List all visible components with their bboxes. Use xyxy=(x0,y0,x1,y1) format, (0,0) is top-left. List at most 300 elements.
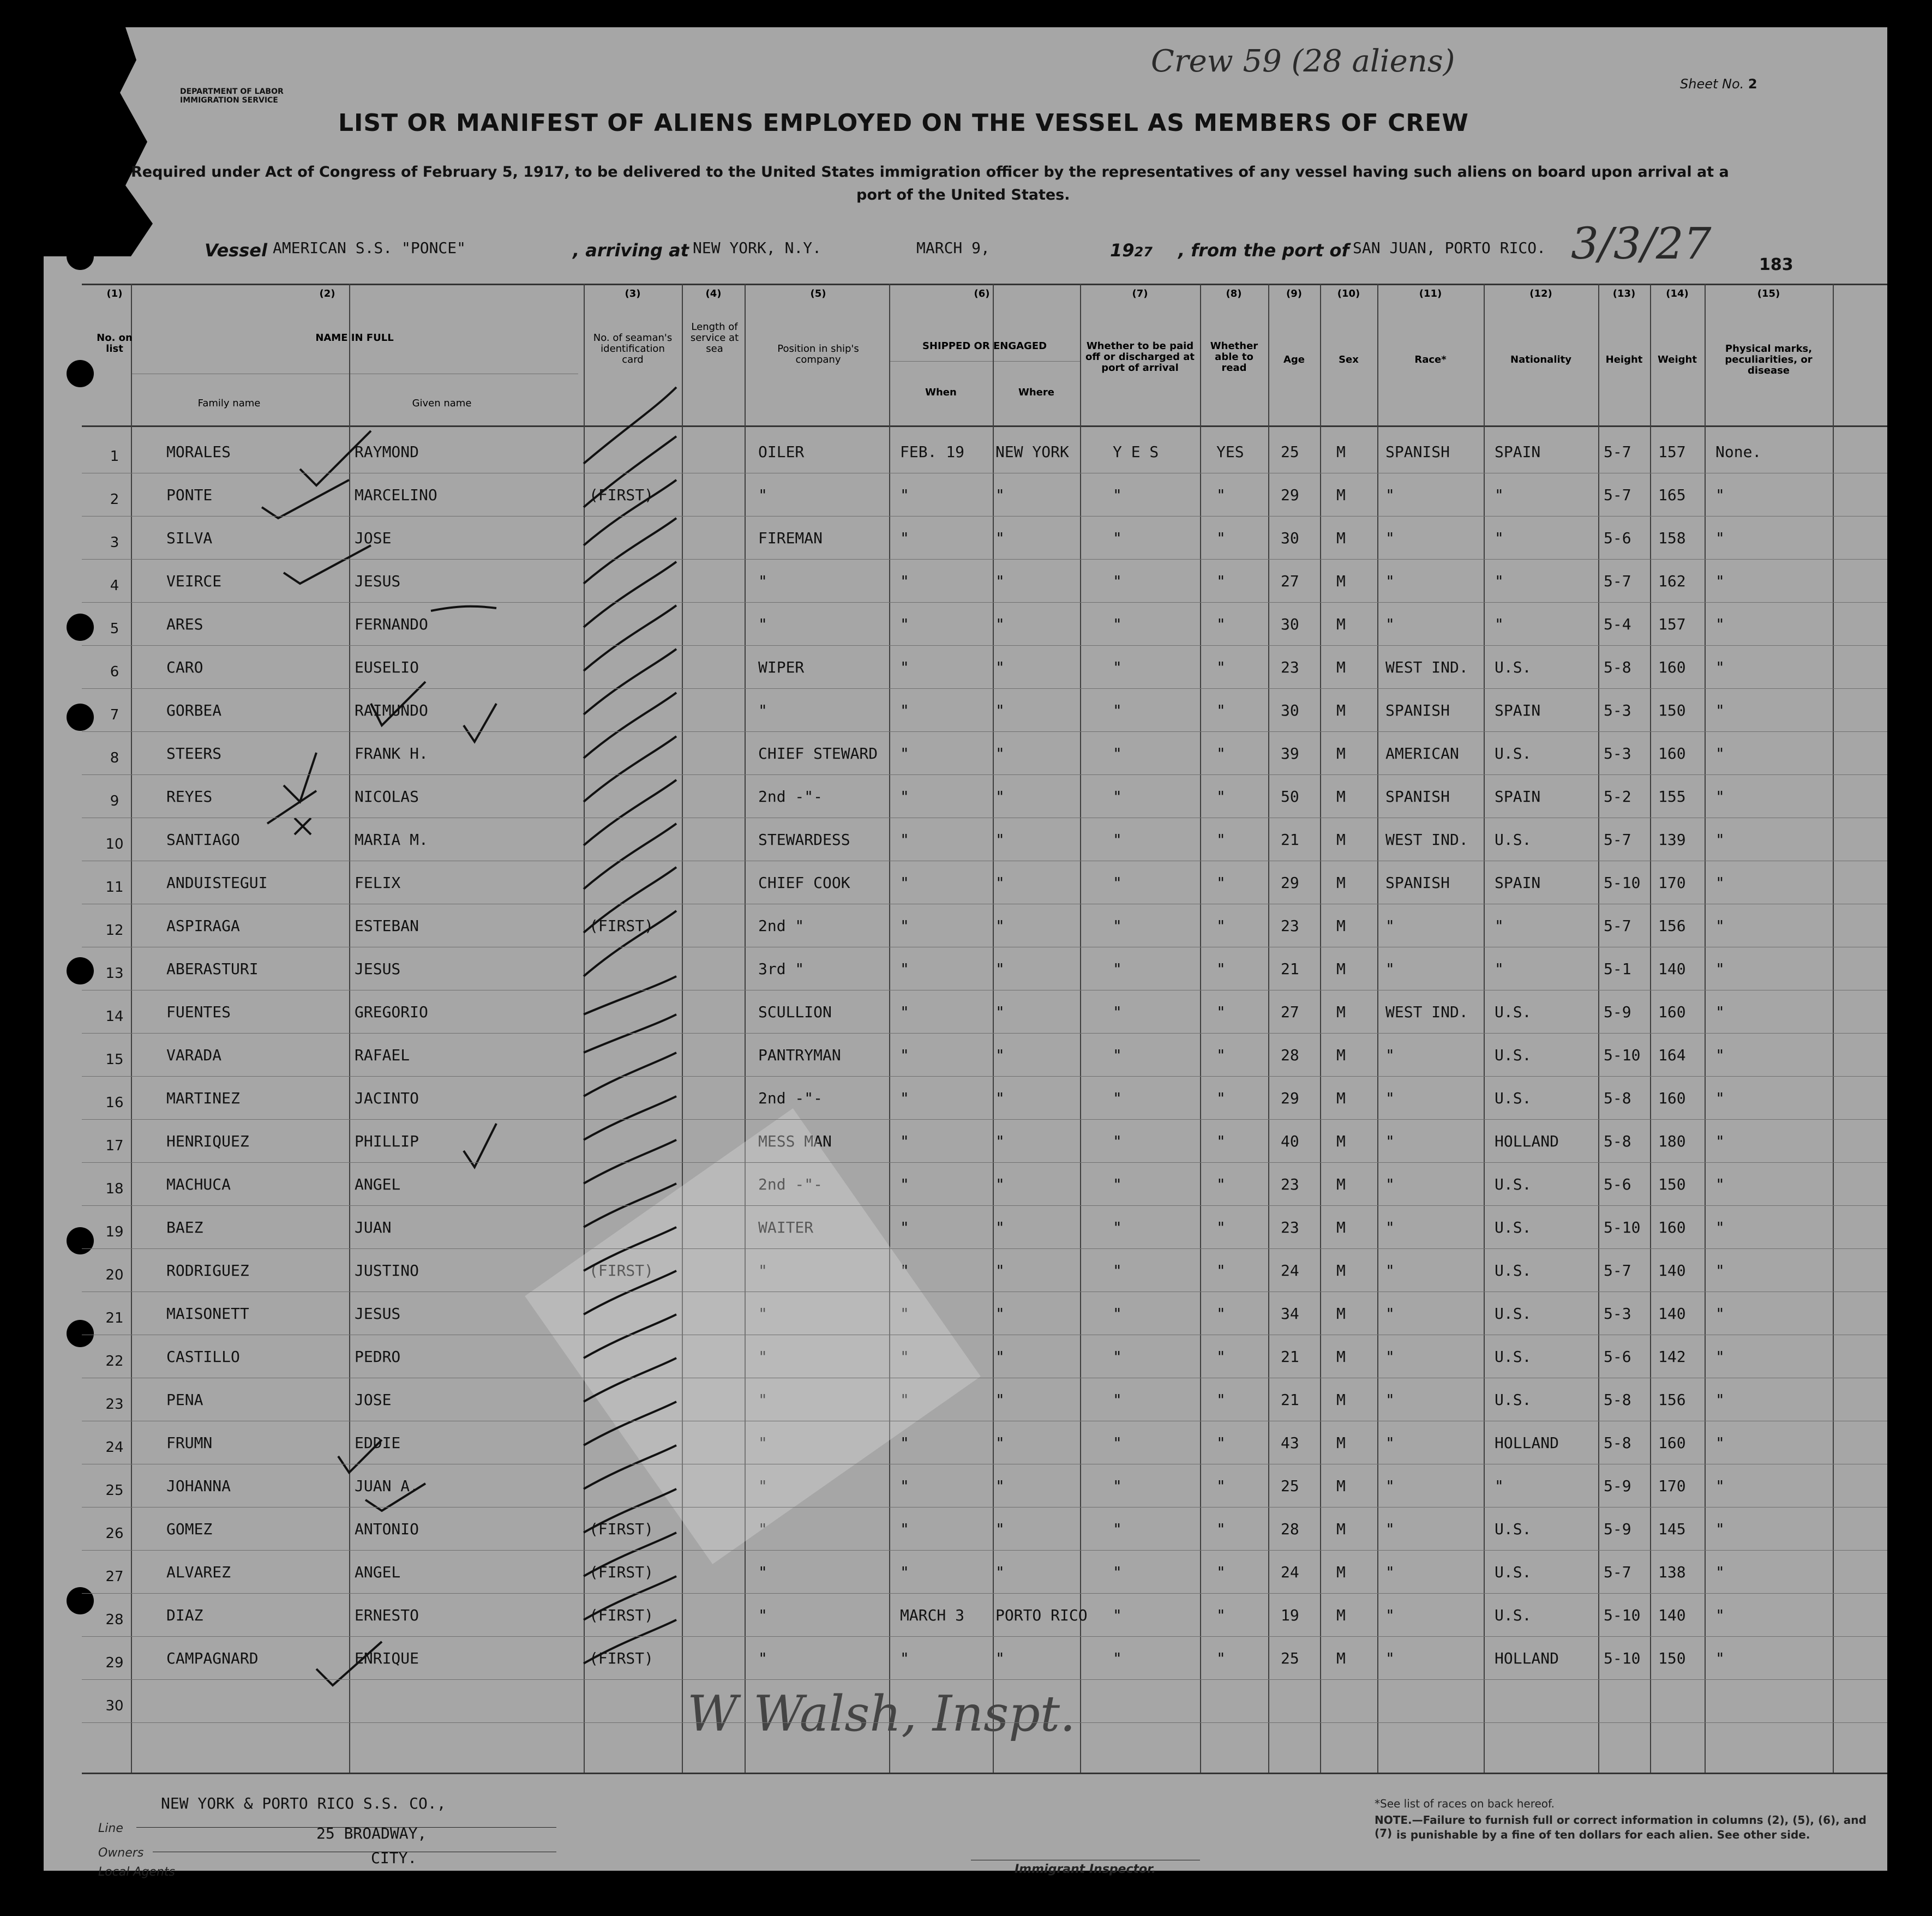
cell-shipped-when: " xyxy=(900,701,909,719)
cell-given-name: ERNESTO xyxy=(355,1606,419,1624)
cell-nationality: U.S. xyxy=(1495,1305,1532,1323)
cell-family-name: FRUMN xyxy=(166,1434,213,1452)
cell-family-name: HENRIQUEZ xyxy=(166,1132,249,1150)
col-number: (14) xyxy=(1666,288,1689,299)
cell-height: 5-9 xyxy=(1604,1520,1631,1538)
crew-count-note: Crew 59 (28 aliens) xyxy=(1151,44,1455,79)
cell-height: 5-3 xyxy=(1604,701,1631,719)
cell-able-to-read: " xyxy=(1216,1175,1226,1193)
cell-race: " xyxy=(1385,1606,1395,1624)
cell-race: " xyxy=(1385,1348,1395,1366)
cell-race: WEST IND. xyxy=(1385,658,1468,676)
cell-paid-off: " xyxy=(1113,486,1122,504)
cell-paid-off: " xyxy=(1113,1305,1122,1323)
col-number: (5) xyxy=(810,288,826,299)
row-number: 3 xyxy=(110,534,119,551)
cell-sex: M xyxy=(1336,529,1346,547)
cell-given-name: RAYMOND xyxy=(355,443,419,461)
cell-weight: 140 xyxy=(1658,1606,1686,1624)
cell-race: " xyxy=(1385,529,1395,547)
cell-given-name: JOSE xyxy=(355,1391,392,1409)
cell-sex: M xyxy=(1336,1218,1346,1236)
cell-card-number: (FIRST) xyxy=(589,1606,654,1624)
col-header-position: Position in ship's company xyxy=(777,343,859,365)
cell-sex: M xyxy=(1336,1563,1346,1581)
sheet-label: Sheet No. xyxy=(1680,76,1744,92)
cell-shipped-where: PORTO RICO xyxy=(995,1606,1088,1624)
arrival-date: MARCH 9, xyxy=(916,239,990,257)
cell-nationality: HOLLAND xyxy=(1495,1132,1559,1150)
row-rule xyxy=(82,1550,1887,1551)
cell-paid-off: Y E S xyxy=(1113,443,1159,461)
cell-able-to-read: " xyxy=(1216,1305,1226,1323)
cell-weight: 180 xyxy=(1658,1132,1686,1150)
cell-able-to-read: " xyxy=(1216,658,1226,676)
cell-shipped-when: " xyxy=(900,1262,909,1280)
row-number: 28 xyxy=(105,1612,124,1628)
cell-family-name: PONTE xyxy=(166,486,213,504)
cell-shipped-where: " xyxy=(995,1132,1005,1150)
row-number: 25 xyxy=(105,1482,124,1499)
col-header-family: Family name xyxy=(197,398,261,409)
col-number: (15) xyxy=(1757,288,1780,299)
row-number: 21 xyxy=(105,1310,124,1326)
cell-height: 5-8 xyxy=(1604,658,1631,676)
cell-position: " xyxy=(758,1305,767,1323)
cell-age: 29 xyxy=(1281,1089,1299,1107)
cell-nationality: " xyxy=(1495,486,1504,504)
cell-family-name: STEERS xyxy=(166,744,222,762)
row-rule xyxy=(82,1248,1887,1249)
cell-shipped-when: " xyxy=(900,831,909,849)
cell-weight: 150 xyxy=(1658,701,1686,719)
cell-sex: M xyxy=(1336,1606,1346,1624)
cell-paid-off: " xyxy=(1113,960,1122,978)
col-header-age: Age xyxy=(1283,354,1305,365)
cell-family-name: GORBEA xyxy=(166,701,222,719)
arriving-label: , arriving at xyxy=(573,240,689,261)
cell-able-to-read: " xyxy=(1216,1606,1226,1624)
cell-race: " xyxy=(1385,1305,1395,1323)
row-rule xyxy=(82,1076,1887,1077)
inspector-signature: W Walsh, Inspt. xyxy=(687,1685,1076,1743)
cell-weight: 170 xyxy=(1658,874,1686,892)
subtitle-line-1: Required under Act of Congress of February 5, 1917, to be delivered to the United States immigration officer by the representatives of any vessel having such aliens on board upon arrival at a xyxy=(131,164,1729,181)
cell-able-to-read: " xyxy=(1216,874,1226,892)
cell-able-to-read: " xyxy=(1216,1434,1226,1452)
cell-given-name: RAFAEL xyxy=(355,1046,410,1064)
arriving-port: NEW YORK, N.Y. xyxy=(693,239,822,257)
cell-sex: M xyxy=(1336,1649,1346,1667)
cell-given-name: FERNANDO xyxy=(355,615,428,633)
cell-shipped-where: " xyxy=(995,1434,1005,1452)
inspector-label: Immigrant Inspector. xyxy=(1015,1863,1156,1876)
cell-family-name: MAISONETT xyxy=(166,1305,249,1323)
cell-shipped-where: " xyxy=(995,874,1005,892)
cell-able-to-read: " xyxy=(1216,1391,1226,1409)
cell-race: " xyxy=(1385,486,1395,504)
cell-given-name: JESUS xyxy=(355,960,401,978)
cell-nationality: SPAIN xyxy=(1495,701,1541,719)
cell-height: 5-7 xyxy=(1604,443,1631,461)
cell-shipped-where: " xyxy=(995,744,1005,762)
cell-card-number: (FIRST) xyxy=(589,486,654,504)
cell-age: 50 xyxy=(1281,788,1299,806)
cell-weight: 156 xyxy=(1658,917,1686,935)
cell-family-name: MARTINEZ xyxy=(166,1089,240,1107)
col-number: (2) xyxy=(319,288,335,299)
row-rule xyxy=(82,1636,1887,1637)
cell-paid-off: " xyxy=(1113,572,1122,590)
cell-family-name: SANTIAGO xyxy=(166,831,240,849)
cell-weight: 140 xyxy=(1658,1262,1686,1280)
row-number: 1 xyxy=(110,448,119,465)
cell-sex: M xyxy=(1336,658,1346,676)
cell-position: CHIEF COOK xyxy=(758,874,850,892)
cell-shipped-where: " xyxy=(995,788,1005,806)
cell-position: STEWARDESS xyxy=(758,831,850,849)
cell-age: 23 xyxy=(1281,658,1299,676)
cell-position: " xyxy=(758,615,767,633)
cell-shipped-when: " xyxy=(900,658,909,676)
cell-paid-off: " xyxy=(1113,1563,1122,1581)
cell-height: 5-9 xyxy=(1604,1477,1631,1495)
cell-age: 25 xyxy=(1281,443,1299,461)
cell-shipped-where: " xyxy=(995,1477,1005,1495)
cell-physical-marks: " xyxy=(1715,1563,1725,1581)
cell-physical-marks: " xyxy=(1715,1434,1725,1452)
cell-able-to-read: " xyxy=(1216,1262,1226,1280)
row-number: 11 xyxy=(105,879,124,896)
cell-given-name: FRANK H. xyxy=(355,744,428,762)
cell-nationality: " xyxy=(1495,529,1504,547)
cell-sex: M xyxy=(1336,874,1346,892)
cell-position: " xyxy=(758,1606,767,1624)
cell-weight: 155 xyxy=(1658,788,1686,806)
cell-position: PANTRYMAN xyxy=(758,1046,841,1064)
cell-physical-marks: " xyxy=(1715,1649,1725,1667)
cell-weight: 157 xyxy=(1658,615,1686,633)
cell-nationality: " xyxy=(1495,917,1504,935)
row-number: 8 xyxy=(110,750,119,766)
cell-family-name: ASPIRAGA xyxy=(166,917,240,935)
col-header-height: Height xyxy=(1605,354,1643,365)
row-rule xyxy=(82,645,1887,646)
col-header-sex: Sex xyxy=(1339,354,1359,365)
cell-physical-marks: " xyxy=(1715,615,1725,633)
cell-paid-off: " xyxy=(1113,1348,1122,1366)
cell-able-to-read: " xyxy=(1216,1132,1226,1150)
cell-nationality: SPAIN xyxy=(1495,788,1541,806)
cell-shipped-where: " xyxy=(995,486,1005,504)
department-label: DEPARTMENT OF LABOR IMMIGRATION SERVICE xyxy=(180,87,284,105)
cell-age: 25 xyxy=(1281,1649,1299,1667)
row-rule xyxy=(82,774,1887,775)
cell-age: 43 xyxy=(1281,1434,1299,1452)
col-number: (6) xyxy=(974,288,990,299)
cell-physical-marks: " xyxy=(1715,1089,1725,1107)
races-note: *See list of races on back hereof. xyxy=(1375,1797,1555,1810)
cell-sex: M xyxy=(1336,744,1346,762)
cell-sex: M xyxy=(1336,1305,1346,1323)
cell-age: 23 xyxy=(1281,917,1299,935)
row-number: 2 xyxy=(110,491,119,508)
cell-given-name: EUSELIO xyxy=(355,658,419,676)
row-rule xyxy=(82,1205,1887,1206)
cell-nationality: U.S. xyxy=(1495,1563,1532,1581)
cell-position: " xyxy=(758,1520,767,1538)
cell-shipped-when: " xyxy=(900,1563,909,1581)
cell-age: 19 xyxy=(1281,1606,1299,1624)
cell-shipped-where: " xyxy=(995,615,1005,633)
row-rule xyxy=(82,559,1887,560)
cell-nationality: U.S. xyxy=(1495,1003,1532,1021)
cell-family-name: SILVA xyxy=(166,529,213,547)
cell-able-to-read: YES xyxy=(1216,443,1244,461)
cell-height: 5-7 xyxy=(1604,486,1631,504)
cell-nationality: U.S. xyxy=(1495,744,1532,762)
cell-age: 23 xyxy=(1281,1218,1299,1236)
cell-age: 21 xyxy=(1281,1391,1299,1409)
cell-able-to-read: " xyxy=(1216,1563,1226,1581)
cell-shipped-when: " xyxy=(900,1003,909,1021)
cell-nationality: " xyxy=(1495,572,1504,590)
cell-able-to-read: " xyxy=(1216,1348,1226,1366)
cell-position: WIPER xyxy=(758,658,805,676)
cell-shipped-where: " xyxy=(995,1046,1005,1064)
row-number: 9 xyxy=(110,793,119,809)
col-header-physical: Physical marks, peculiarities, or disease xyxy=(1725,343,1813,376)
col-number: (1) xyxy=(106,288,123,299)
row-rule xyxy=(82,688,1887,689)
cell-sex: M xyxy=(1336,443,1346,461)
cell-weight: 160 xyxy=(1658,1003,1686,1021)
cell-weight: 160 xyxy=(1658,744,1686,762)
cell-sex: M xyxy=(1336,788,1346,806)
row-number: 14 xyxy=(105,1008,124,1025)
cell-height: 5-8 xyxy=(1604,1132,1631,1150)
cell-able-to-read: " xyxy=(1216,1649,1226,1667)
cell-able-to-read: " xyxy=(1216,1520,1226,1538)
cell-able-to-read: " xyxy=(1216,960,1226,978)
col-header-no: No. on list xyxy=(97,332,133,355)
cell-sex: M xyxy=(1336,917,1346,935)
cell-sex: M xyxy=(1336,1348,1346,1366)
cell-weight: 160 xyxy=(1658,1089,1686,1107)
cell-sex: M xyxy=(1336,1262,1346,1280)
col-number: (11) xyxy=(1419,288,1442,299)
cell-given-name: JESUS xyxy=(355,572,401,590)
cell-physical-marks: " xyxy=(1715,917,1725,935)
cell-race: WEST IND. xyxy=(1385,831,1468,849)
cell-position: " xyxy=(758,1348,767,1366)
cell-height: 5-7 xyxy=(1604,1563,1631,1581)
cell-physical-marks: None. xyxy=(1715,443,1762,461)
row-number: 4 xyxy=(110,578,119,594)
cell-race: " xyxy=(1385,615,1395,633)
cell-age: 21 xyxy=(1281,831,1299,849)
cell-weight: 170 xyxy=(1658,1477,1686,1495)
cell-race: " xyxy=(1385,1391,1395,1409)
cell-sex: M xyxy=(1336,572,1346,590)
cell-paid-off: " xyxy=(1113,917,1122,935)
cell-position: " xyxy=(758,486,767,504)
cell-shipped-where: " xyxy=(995,1348,1005,1366)
cell-given-name: RAIMUNDO xyxy=(355,701,428,719)
cell-able-to-read: " xyxy=(1216,1046,1226,1064)
col-header-weight: Weight xyxy=(1658,354,1697,365)
cell-height: 5-4 xyxy=(1604,615,1631,633)
cell-paid-off: " xyxy=(1113,1089,1122,1107)
cell-nationality: SPAIN xyxy=(1495,443,1541,461)
cell-able-to-read: " xyxy=(1216,917,1226,935)
cell-paid-off: " xyxy=(1113,1520,1122,1538)
fine-note-2: is punishable by a fine of ten dollars for each alien. See other side. xyxy=(1396,1828,1810,1841)
cell-given-name: PEDRO xyxy=(355,1348,401,1366)
fine-note-1: NOTE.—Failure to furnish full or correct information in columns (2), (5), (6), and (7) xyxy=(1375,1813,1867,1840)
cell-weight: 145 xyxy=(1658,1520,1686,1538)
cell-nationality: U.S. xyxy=(1495,1262,1532,1280)
cell-nationality: SPAIN xyxy=(1495,874,1541,892)
row-number: 26 xyxy=(105,1525,124,1542)
row-number: 24 xyxy=(105,1439,124,1456)
cell-family-name: PENA xyxy=(166,1391,203,1409)
from-port-label: , from the port of xyxy=(1178,240,1349,261)
cell-age: 21 xyxy=(1281,960,1299,978)
cell-race: " xyxy=(1385,1089,1395,1107)
cell-sex: M xyxy=(1336,1132,1346,1150)
cell-shipped-where: " xyxy=(995,960,1005,978)
row-number: 29 xyxy=(105,1655,124,1671)
cell-paid-off: " xyxy=(1113,701,1122,719)
row-number: 13 xyxy=(105,965,124,982)
cell-physical-marks: " xyxy=(1715,701,1725,719)
cell-sex: M xyxy=(1336,701,1346,719)
cell-weight: 140 xyxy=(1658,960,1686,978)
cell-shipped-where: " xyxy=(995,529,1005,547)
cell-shipped-where: " xyxy=(995,917,1005,935)
cell-shipped-when: " xyxy=(900,788,909,806)
cell-age: 21 xyxy=(1281,1348,1299,1366)
cell-shipped-when: " xyxy=(900,1175,909,1193)
cell-position: 2nd " xyxy=(758,917,805,935)
col-header-paid: Whether to be paid off or discharged at port of arrival xyxy=(1085,340,1195,374)
cell-paid-off: " xyxy=(1113,1391,1122,1409)
cell-sex: M xyxy=(1336,615,1346,633)
cell-physical-marks: " xyxy=(1715,1218,1725,1236)
cell-position: " xyxy=(758,1649,767,1667)
row-number: 22 xyxy=(105,1353,124,1370)
row-rule xyxy=(82,1119,1887,1120)
cell-family-name: MACHUCA xyxy=(166,1175,231,1193)
cell-nationality: U.S. xyxy=(1495,1175,1532,1193)
cell-family-name: REYES xyxy=(166,788,213,806)
cell-nationality: HOLLAND xyxy=(1495,1434,1559,1452)
cell-race: " xyxy=(1385,1563,1395,1581)
cell-physical-marks: " xyxy=(1715,874,1725,892)
cell-age: 30 xyxy=(1281,529,1299,547)
cell-sex: M xyxy=(1336,1477,1346,1495)
cell-position: " xyxy=(758,1563,767,1581)
cell-shipped-when: " xyxy=(900,1649,909,1667)
col-header-race: Race* xyxy=(1414,354,1447,365)
cell-height: 5-9 xyxy=(1604,1003,1631,1021)
cell-nationality: U.S. xyxy=(1495,1520,1532,1538)
cell-position: 2nd -"- xyxy=(758,1175,823,1193)
cell-shipped-where: NEW YORK xyxy=(995,443,1069,461)
cell-paid-off: " xyxy=(1113,788,1122,806)
row-rule xyxy=(82,602,1887,603)
cell-height: 5-2 xyxy=(1604,788,1631,806)
col-header-name: NAME IN FULL xyxy=(315,332,394,344)
cell-able-to-read: " xyxy=(1216,615,1226,633)
col-header-shipped: SHIPPED OR ENGAGED xyxy=(922,340,1047,352)
cell-card-number: (FIRST) xyxy=(589,1649,654,1667)
cell-position: " xyxy=(758,701,767,719)
row-number: 16 xyxy=(105,1095,124,1111)
cell-family-name: ARES xyxy=(166,615,203,633)
col-number: (3) xyxy=(625,288,641,299)
cell-shipped-where: " xyxy=(995,1003,1005,1021)
cell-shipped-where: " xyxy=(995,1262,1005,1280)
cell-family-name: CARO xyxy=(166,658,203,676)
cell-position: OILER xyxy=(758,443,805,461)
cell-given-name: NICOLAS xyxy=(355,788,419,806)
cell-shipped-where: " xyxy=(995,1391,1005,1409)
cell-card-number: (FIRST) xyxy=(589,1520,654,1538)
cell-weight: 164 xyxy=(1658,1046,1686,1064)
cell-nationality: U.S. xyxy=(1495,1089,1532,1107)
row-number: 18 xyxy=(105,1181,124,1197)
cell-given-name: MARCELINO xyxy=(355,486,437,504)
cell-nationality: U.S. xyxy=(1495,1218,1532,1236)
col-number: (7) xyxy=(1132,288,1148,299)
cell-sex: M xyxy=(1336,960,1346,978)
cell-race: " xyxy=(1385,572,1395,590)
cell-paid-off: " xyxy=(1113,831,1122,849)
cell-sex: M xyxy=(1336,1520,1346,1538)
cell-position: " xyxy=(758,1477,767,1495)
cell-height: 5-6 xyxy=(1604,529,1631,547)
row-number: 12 xyxy=(105,922,124,939)
from-port: SAN JUAN, PORTO RICO. xyxy=(1353,239,1546,257)
cell-race: " xyxy=(1385,960,1395,978)
year-suffix: 27 xyxy=(1134,244,1153,260)
cell-height: 5-6 xyxy=(1604,1348,1631,1366)
cell-shipped-where: " xyxy=(995,701,1005,719)
cell-nationality: " xyxy=(1495,615,1504,633)
cell-given-name: ANGEL xyxy=(355,1175,401,1193)
cell-race: " xyxy=(1385,1649,1395,1667)
cell-nationality: U.S. xyxy=(1495,831,1532,849)
cell-paid-off: " xyxy=(1113,615,1122,633)
cell-race: " xyxy=(1385,1218,1395,1236)
check-marks xyxy=(44,27,1887,1871)
cell-weight: 139 xyxy=(1658,831,1686,849)
col-header-card: No. of seaman's identification card xyxy=(593,332,673,365)
cell-nationality: " xyxy=(1495,1477,1504,1495)
cell-shipped-when: " xyxy=(900,1218,909,1236)
cell-age: 40 xyxy=(1281,1132,1299,1150)
cell-age: 30 xyxy=(1281,701,1299,719)
cell-height: 5-7 xyxy=(1604,831,1631,849)
cell-paid-off: " xyxy=(1113,1003,1122,1021)
row-number: 7 xyxy=(110,707,119,723)
col-header-read: Whether able to read xyxy=(1210,340,1258,374)
cell-able-to-read: " xyxy=(1216,701,1226,719)
cell-physical-marks: " xyxy=(1715,1003,1725,1021)
cell-physical-marks: " xyxy=(1715,1046,1725,1064)
